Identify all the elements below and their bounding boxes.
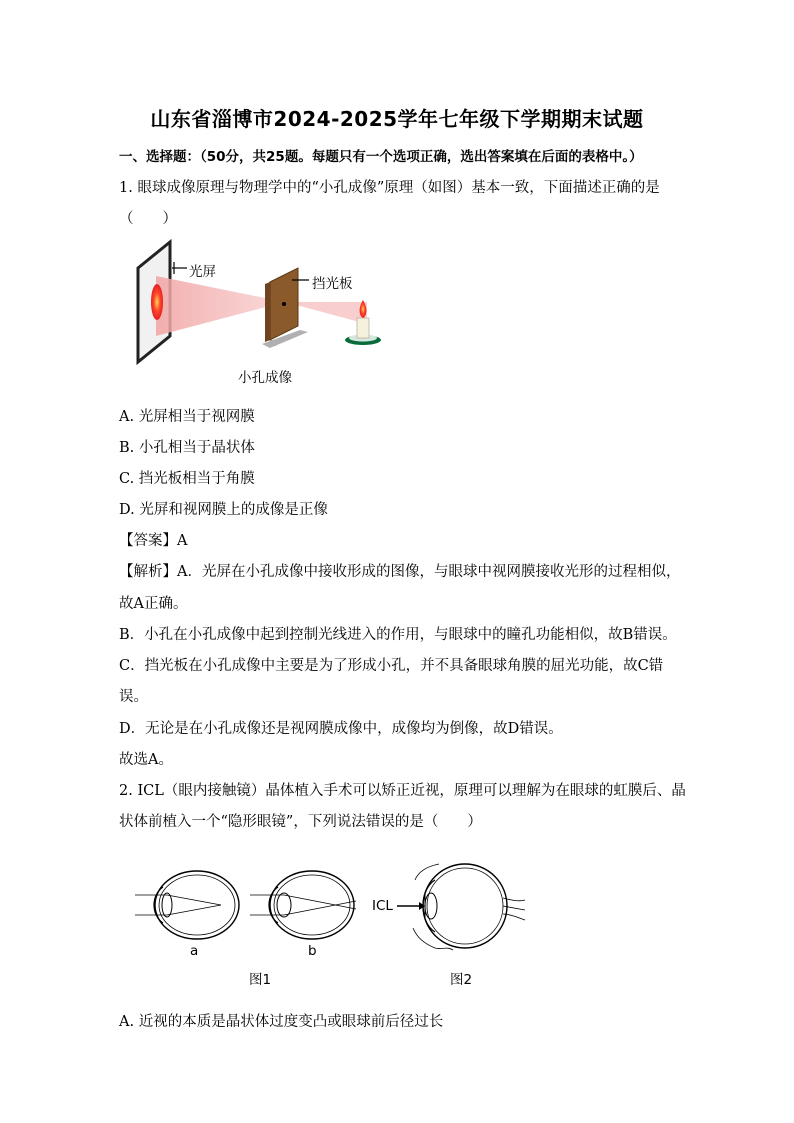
option-a: A. 光屏相当于视网膜	[119, 409, 255, 425]
question-2-stem-cont: 状体前植入一个“隐形眼镜”，下列说法错误的是（ ）	[119, 814, 482, 830]
analysis-line: 故选A。	[119, 752, 173, 768]
question-1-stem-bracket: （ ）	[119, 211, 177, 227]
analysis-line: D．无论是在小孔成像还是视网膜成像中，成像均为倒像，故D错误。	[119, 721, 563, 737]
option-a: A. 近视的本质是晶状体过度变凸或眼球前后径过长	[119, 1014, 444, 1030]
inverted-image	[151, 284, 163, 320]
option-d: D. 光屏和视网膜上的成像是正像	[119, 502, 328, 518]
option-c: C. 挡光板相当于角膜	[119, 471, 255, 487]
label-light-board: 挡光板	[312, 276, 353, 292]
analysis-line: 误。	[119, 689, 148, 705]
figure-caption-1: 图1	[249, 972, 272, 988]
analysis-line: C．挡光板在小孔成像中主要是为了形成小孔，并不具备眼球角膜的屈光功能，故C错	[119, 658, 664, 674]
pinhole	[282, 302, 286, 306]
label-eye-a: a	[190, 943, 199, 959]
section-heading: 一、选择题：（50分，共25题。每题只有一个选项正确，选出答案填在后面的表格中。）	[119, 149, 643, 165]
question-1-stem: 1. 眼球成像原理与物理学中的“小孔成像”原理（如图）基本一致，下面描述正确的是	[119, 180, 660, 196]
figure-caption-pinhole: 小孔成像	[238, 370, 292, 386]
analysis-line: 故A正确。	[119, 596, 188, 612]
answer: 【答案】A	[119, 533, 188, 549]
eye-figure-2	[395, 858, 525, 958]
label-icl: ICL	[372, 898, 393, 914]
question-2-stem: 2. ICL（眼内接触镜）晶体植入手术可以矫正近视，原理可以理解为在眼球的虹膜后、晶	[119, 783, 686, 799]
label-eye-b: b	[308, 943, 317, 959]
analysis-line: B．小孔在小孔成像中起到控制光线进入的作用，与眼球中的瞳孔功能相似，故B错误。	[119, 627, 677, 643]
eye-figure-1b	[250, 865, 360, 945]
figure-caption-2: 图2	[450, 972, 473, 988]
label-light-screen: 光屏	[189, 264, 216, 280]
analysis-line: 【解析】A．光屏在小孔成像中接收形成的图像，与眼球中视网膜接收光形的过程相似，	[119, 564, 681, 580]
candle	[357, 318, 369, 338]
option-b: B. 小孔相当于晶状体	[119, 440, 255, 456]
page-title: 山东省淄博市2024-2025学年七年级下学期期末试题	[150, 107, 644, 131]
pinhole-imaging-figure	[130, 240, 390, 370]
eye-figure-1a	[135, 865, 245, 945]
